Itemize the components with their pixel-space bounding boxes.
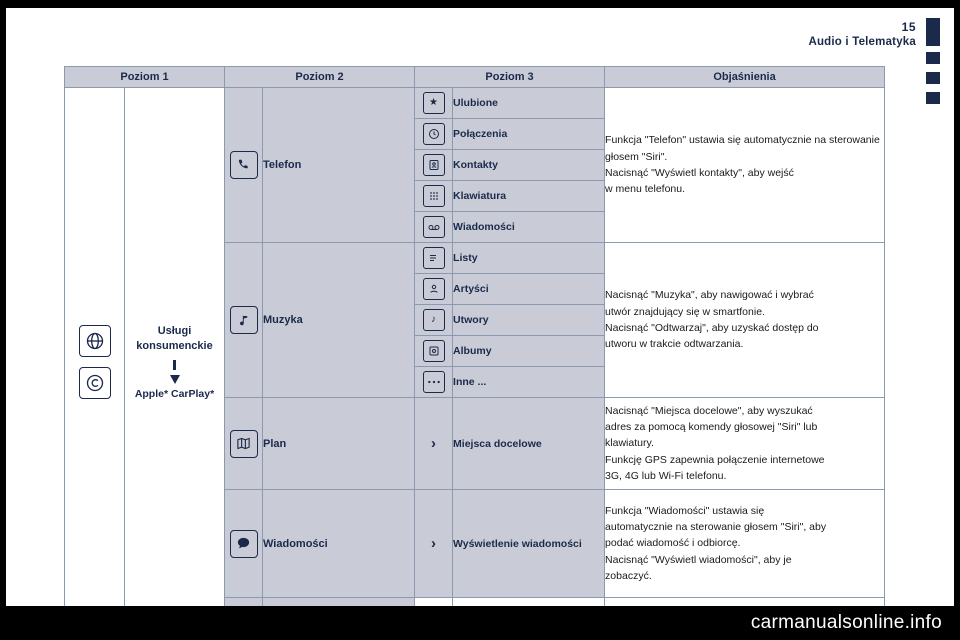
level3-icon-wiadomosci-voicemail [415, 212, 453, 243]
clock-icon [423, 123, 445, 145]
explanation-plan-line2: adres za pomocą komendy głosowej "Siri" lub [605, 421, 818, 434]
explanation-plan-line4: Funkcję GPS zapewnia połączenie internetowe [605, 453, 825, 466]
level3-icon-ulubione [415, 88, 453, 119]
album-icon [423, 340, 445, 362]
section-title: Audio i Telematyka [808, 36, 916, 48]
level3-icon-artysci [415, 274, 453, 305]
tab-marker-1 [926, 52, 940, 64]
message-bubble-icon [230, 530, 258, 558]
level2-label-plan[interactable]: Plan [263, 398, 415, 490]
column-header-level2: Poziom 2 [225, 67, 415, 88]
level3-icon-klawiatura [415, 181, 453, 212]
table-row [65, 88, 885, 119]
level3-icon-kontakty [415, 150, 453, 181]
explanation-muzyka [605, 243, 885, 398]
page-number: 15 [901, 20, 916, 34]
note-icon: ♪ [423, 309, 445, 331]
column-header-level1: Poziom 1 [65, 67, 225, 88]
explanation-wiadomosci-line3: podać wiadomość i odbiorcę. [605, 537, 741, 550]
arrow-down-icon [170, 375, 180, 384]
explanation-telefon-line3: w menu telefonu. [605, 183, 686, 196]
level2-label-telefon[interactable]: Telefon [263, 88, 415, 243]
globe-icon [79, 325, 111, 357]
contacts-icon [423, 154, 445, 176]
column-header-explanations: Objaśnienia [605, 67, 885, 88]
tab-marker-primary [926, 18, 940, 46]
explanation-telefon [605, 88, 885, 243]
level3-label-inne[interactable]: Inne ... [453, 367, 605, 398]
level1-icons-cell [65, 88, 125, 637]
level3-icon-miejsca-docelowe [415, 398, 453, 490]
explanation-plan-line3: klawiatury. [605, 437, 654, 450]
level3-label-utwory[interactable]: Utwory [453, 305, 605, 336]
level3-label-klawiatura[interactable]: Klawiatura [453, 181, 605, 212]
level2-icon-plan [225, 398, 263, 490]
carplay-menu-table [64, 66, 885, 637]
explanation-muzyka-line2: utwór znajdujący się w smartfonie. [605, 305, 765, 318]
explanation-plan-line5: 3G, 4G lub Wi-Fi telefonu. [605, 469, 727, 482]
tab-marker-3 [926, 92, 940, 104]
explanation-muzyka-line4: utworu w trakcie odtwarzania. [605, 338, 744, 351]
tab-marker-2 [926, 72, 940, 84]
level3-label-artysci[interactable]: Artyści [453, 274, 605, 305]
level2-icon-wiadomosci [225, 490, 263, 598]
explanation-wiadomosci-line5: zobaczyć. [605, 569, 652, 582]
level3-icon-wyswietlenie-wiadomosci [415, 490, 453, 598]
level3-icon-albumy [415, 336, 453, 367]
level3-label-polaczenia[interactable]: Połączenia [453, 119, 605, 150]
level3-label-albumy[interactable]: Albumy [453, 336, 605, 367]
explanation-wiadomosci-line4: Nacisnąć "Wyświetl wiadomości", aby je [605, 553, 792, 566]
arrow-stem [173, 360, 176, 370]
left-black-bar [0, 0, 6, 640]
music-note-icon [230, 306, 258, 334]
table-header-row [65, 67, 885, 88]
level2-icon-muzyka [225, 243, 263, 398]
phone-icon [230, 151, 258, 179]
right-black-bar [954, 0, 960, 640]
level3-label-miejsca-docelowe[interactable]: Miejsca docelowe [453, 398, 605, 490]
column-header-level3: Poziom 3 [415, 67, 605, 88]
watermark: carmanualsonline.info [750, 612, 942, 633]
level1-label-line2: konsumenckie [136, 340, 213, 352]
level1-label-cell [125, 88, 225, 637]
playlist-icon [423, 247, 445, 269]
chevron-right-icon: › [431, 435, 437, 452]
level3-icon-listy [415, 243, 453, 274]
level3-label-wiadomosci-voicemail[interactable]: Wiadomości [453, 212, 605, 243]
keypad-icon [423, 185, 445, 207]
artist-icon [423, 278, 445, 300]
explanation-wiadomosci-line1: Funkcja "Wiadomości" ustawia się [605, 504, 765, 517]
level2-label-muzyka[interactable]: Muzyka [263, 243, 415, 398]
level2-label-wiadomosci[interactable]: Wiadomości [263, 490, 415, 598]
level3-label-kontakty[interactable]: Kontakty [453, 150, 605, 181]
voicemail-icon [423, 216, 445, 238]
explanation-wiadomosci [605, 490, 885, 598]
map-icon [230, 430, 258, 458]
level3-label-wyswietlenie-wiadomosci[interactable]: Wyświetlenie wiadomości [453, 490, 605, 598]
explanation-telefon-line2: Nacisnąć "Wyświetl kontakty", aby wejść [605, 167, 794, 179]
explanation-telefon-line1: Funkcja "Telefon" ustawia się automatycznie na sterowanie głosem "Siri". [605, 134, 880, 163]
explanation-wiadomosci-line2: automatycznie na sterowanie głosem "Siri", aby [605, 521, 827, 534]
more-icon [423, 371, 445, 393]
explanation-plan [605, 398, 885, 490]
explanation-plan-line1: Nacisnąć "Miejsca docelowe", aby wyszukać [605, 404, 813, 417]
explanation-muzyka-line1: Nacisnąć "Muzyka", aby nawigować i wybrać [605, 289, 814, 302]
explanation-muzyka-line3: Nacisnąć "Odtwarzaj", aby uzyskać dostęp do [605, 322, 819, 334]
level3-icon-polaczenia [415, 119, 453, 150]
top-black-bar [0, 0, 960, 8]
level3-label-ulubione[interactable]: Ulubione [453, 88, 605, 119]
chevron-right-icon: › [431, 535, 437, 552]
star-icon: ★ [423, 92, 445, 114]
level2-icon-telefon [225, 88, 263, 243]
level3-label-listy[interactable]: Listy [453, 243, 605, 274]
level1-label-line1: Usługi [157, 325, 192, 338]
carplay-icon [79, 367, 111, 399]
level3-icon-inne [415, 367, 453, 398]
level3-icon-utwory [415, 305, 453, 336]
level1-sublabel: Apple* CarPlay* [134, 387, 215, 400]
